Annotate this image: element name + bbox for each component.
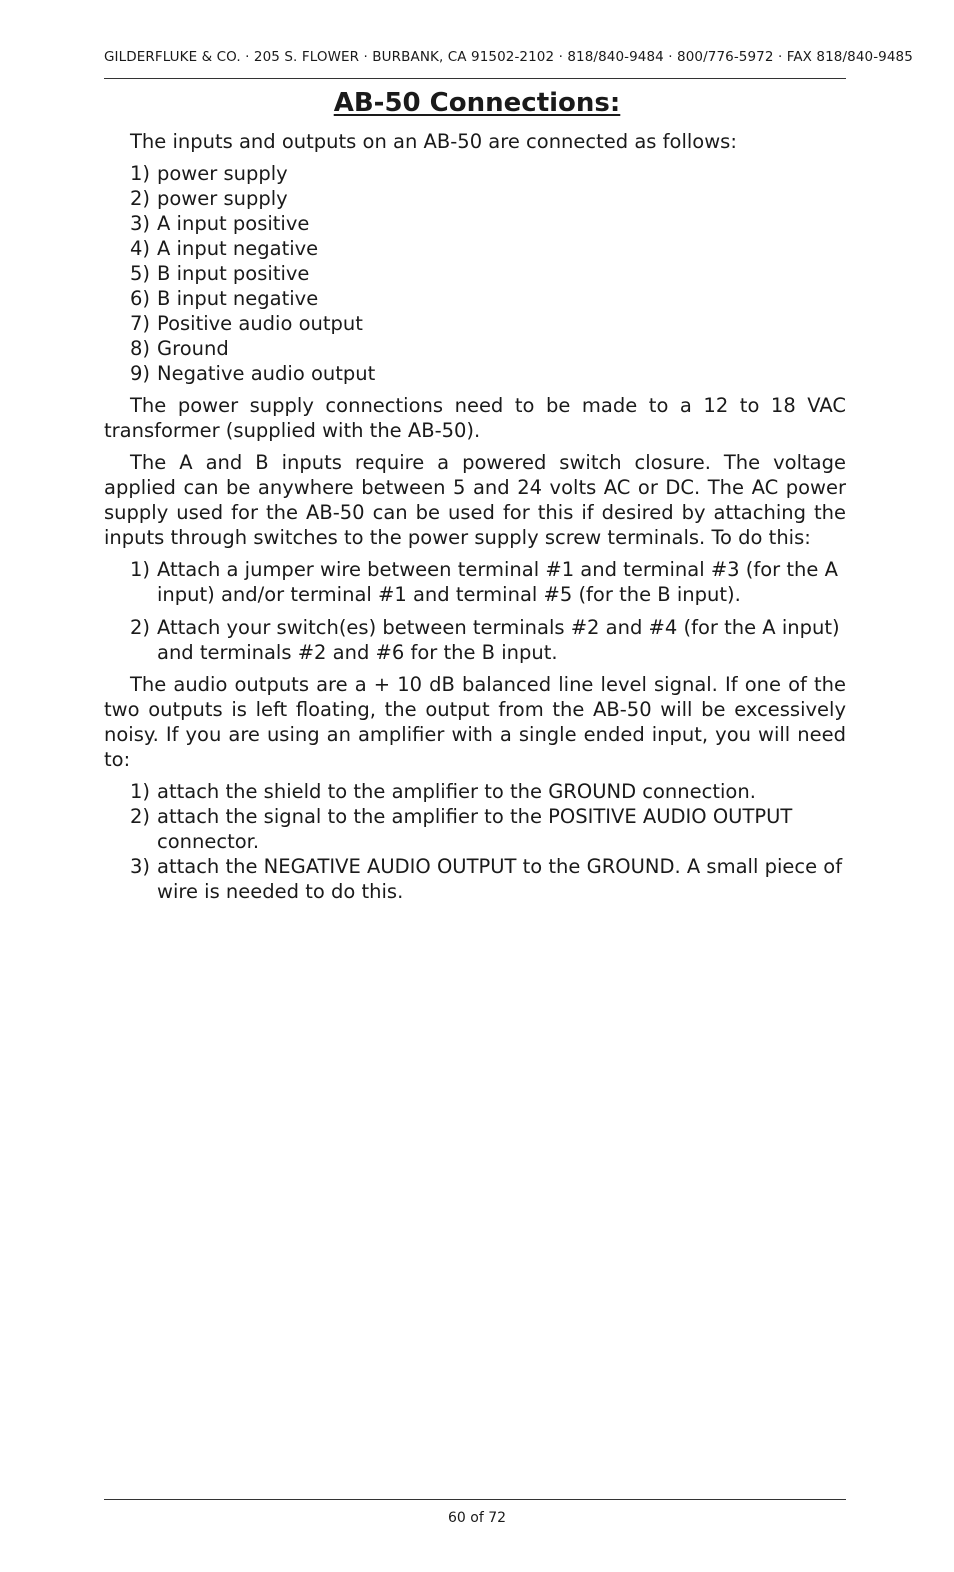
list-text: power supply — [157, 162, 288, 185]
list-item — [104, 311, 846, 336]
list-item — [104, 186, 846, 211]
list-item — [104, 161, 846, 186]
input-steps-list — [104, 557, 846, 665]
inputs-paragraph: The A and B inputs require a powered switch closure. The voltage applied can be anywhere between 5 and 24 volts AC or DC. The AC power supply used for the AB-50 can be used for this if desired by attaching the inputs through switches to the power supply screw terminals. To do this: — [104, 451, 846, 549]
footer-divider — [104, 1499, 846, 1500]
main-content — [104, 129, 846, 911]
list-item — [104, 804, 846, 854]
list-text: attach the shield to the amplifier to the GROUND connection. — [157, 780, 756, 803]
list-number: 6) — [130, 287, 151, 310]
list-item — [104, 615, 846, 665]
list-number: 1) — [130, 558, 151, 581]
list-number: 3) — [130, 212, 151, 235]
list-number: 1) — [130, 780, 151, 803]
list-number: 2) — [130, 187, 151, 210]
list-number: 1) — [130, 162, 151, 185]
list-text: Positive audio output — [157, 312, 363, 335]
list-text: power supply — [157, 187, 288, 210]
list-number: 7) — [130, 312, 151, 335]
list-text: A input positive — [157, 212, 310, 235]
list-item — [104, 336, 846, 361]
header-divider — [104, 78, 846, 79]
list-number: 2) — [130, 805, 151, 828]
list-item — [104, 261, 846, 286]
list-text: B input positive — [157, 262, 310, 285]
list-item — [104, 779, 846, 804]
list-number: 3) — [130, 855, 151, 878]
list-number: 4) — [130, 237, 151, 260]
list-text: attach the NEGATIVE AUDIO OUTPUT to the GROUND. A small piece of wire is needed to do this. — [157, 855, 843, 903]
list-item — [104, 557, 846, 607]
list-text: B input negative — [157, 287, 319, 310]
list-item — [104, 286, 846, 311]
page-title: AB-50 Connections: — [333, 88, 621, 118]
page-number: 60 of 72 — [447, 1510, 507, 1526]
list-text: Ground — [157, 337, 229, 360]
list-text: A input negative — [157, 237, 319, 260]
list-number: 8) — [130, 337, 151, 360]
pin-list — [104, 161, 846, 386]
list-item — [104, 236, 846, 261]
amp-steps-list — [104, 779, 846, 904]
list-number: 9) — [130, 362, 151, 385]
list-number: 2) — [130, 616, 151, 639]
list-text: Attach a jumper wire between terminal #1 and terminal #3 (for the A input) and/or terminal #1 and terminal #5 (for the B input). — [157, 558, 838, 606]
intro-paragraph: The inputs and outputs on an AB-50 are connected as follows: — [130, 130, 737, 153]
list-number: 5) — [130, 262, 151, 285]
list-item — [104, 211, 846, 236]
list-item — [104, 854, 846, 904]
list-item — [104, 361, 846, 386]
audio-paragraph: The audio outputs are a + 10 dB balanced line level signal. If one of the two outputs is left floating, the output from the AB-50 will be excessively noisy. If you are using an amplifier with a single ended input, you will need to: — [104, 673, 846, 771]
page-header: GILDERFLUKE & CO. · 205 S. FLOWER · BURBANK, CA 91502-2102 · 818/840-9484 · 800/776-5972 · FAX 818/840-9485 — [104, 49, 913, 65]
list-text: Attach your switch(es) between terminals #2 and #4 (for the A input) and terminals #2 and #6 for the B input. — [157, 616, 840, 664]
list-text: Negative audio output — [157, 362, 376, 385]
power-paragraph: The power supply connections need to be made to a 12 to 18 VAC transformer (supplied with the AB-50). — [104, 394, 846, 442]
list-text: attach the signal to the amplifier to the POSITIVE AUDIO OUTPUT connector. — [157, 805, 793, 853]
